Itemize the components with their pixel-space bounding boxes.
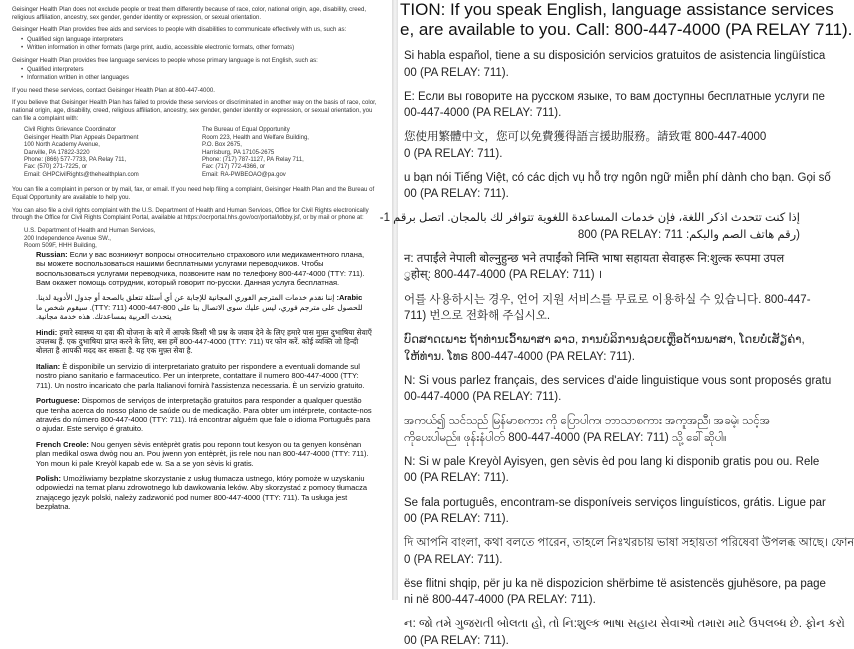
tagline-line: 711) 번으로 전화해 주십시오. — [404, 310, 551, 323]
language-tagline — [379, 210, 800, 243]
language-paragraph-french-creole — [36, 440, 372, 468]
attention-header — [398, 0, 853, 48]
list-item: • Written information in other formats (large print, audio, accessible electronic formats, other formats) — [21, 44, 380, 52]
tagline-line: 00 (PA RELAY: 711). — [404, 634, 509, 647]
hhs-complaint-paragraph: You can also file a civil rights complaint with the U.S. Department of Health and Human Services, Office for Civil Rights electronically through the Office for Civil Rights Complaint Portal, available at https://ocrportal.hhs.gov/ocr/portal/lobby.jsf, or by mail or phone at: — [12, 206, 369, 222]
tagline-line: Se fala português, encontram-se disponíveis serviços linguísticos, grátis. Ligue par — [404, 496, 826, 509]
tagline-line: 어를 사용하시는 경우, 언어 지원 서비스를 무료로 이용하실 수 있습니다. 800-447- — [404, 293, 811, 306]
hhs-address — [24, 227, 380, 250]
contact-line: Geisinger Health Plan Appeals Department — [24, 134, 139, 141]
complaint-filing-info — [12, 186, 380, 250]
file-complaint-paragraph: You can file a complaint in person or by mail, fax, or email. If you need help filing a complaint, Geisinger Health Plan and the Bureau of Equal Opportunity are available to help you. — [12, 186, 375, 201]
notice-intro: Geisinger Health Plan does not exclude people or treat them differently because of race, color, national origin, age, disability, creed, religious affiliation, ancestry, sex gender, gender identity or expression, or sexual orientation. — [12, 6, 367, 21]
contact-line: Phone: (866) 577-7733, PA Relay 711, — [24, 157, 127, 164]
tagline-list — [379, 48, 854, 649]
tagline-line: न: तपाईंले नेपाली बोल्नुहुन्छ भने तपाईंको निम्ति भाषा सहायता सेवाहरू नि:शुल्क रूपमा उपल — [404, 252, 785, 265]
aids-list — [21, 36, 380, 51]
language-paragraph-arabic — [36, 293, 372, 321]
language-name: Italian: — [36, 361, 61, 371]
contact-line: Fax: (717) 772-4366, or — [202, 164, 266, 171]
list-item: • Information written in other languages — [21, 74, 380, 82]
tagline-line: দি আপনি বাংলা, কথা বলতে পারেন, তাহলে নিঃখরচায় ভাষা সহায়তা পরিষেবা উপলব্ধ আছে। ফোন — [404, 537, 854, 550]
header-line: TION: If you speak English, language assistance services — [400, 0, 834, 19]
address-line: Room 509F, HHH Building, — [24, 242, 97, 250]
language-tagline — [398, 48, 826, 81]
tagline-line: 0 (PA RELAY: 711). — [404, 147, 503, 160]
language-text: Если у вас возникнут вопросы относительно страхового или медикаментного плана, вы можете воспользоваться нашими бесплатными услугами переводчиков. Чтобы воспользоваться услугами переводчика, позвоните нам по телефону 800-447-4000 (TTY: 711). Вам окажет помощь сотрудник, который говорит по-русски. Данная услуга бесплатная. — [36, 249, 365, 288]
tagline-line: Е: Если вы говорите на русском языке, то вам доступны бесплатные услуги пе — [404, 90, 825, 103]
language-tagline — [398, 454, 820, 487]
tagline-line: إذا كنت تتحدث اذكر اللغة، فإن خدمات المساعدة اللغوية تتوافر لك بالمجان. اتصل برقم 1- — [379, 212, 800, 225]
tagline-line: ໃຫ້ທ່ານ. ໂທຣ 800-447-4000 (PA RELAY: 711). — [404, 350, 635, 363]
language-tagline — [398, 576, 826, 609]
contact-line: The Bureau of Equal Opportunity — [202, 127, 290, 134]
language-tagline — [398, 170, 831, 203]
language-tagline — [398, 129, 800, 162]
language-taglines-page — [379, 0, 854, 647]
tagline-line: u bạn nói Tiếng Việt, có các dịch vụ hỗ trợ ngôn ngữ miễn phí dành cho bạn. Gọi số — [404, 171, 831, 184]
contact-line: P.O. Box 2675, — [202, 142, 242, 149]
contact-line: Phone: (717) 787-1127, PA Relay 711, — [202, 157, 304, 164]
grievance-coordinator-contact — [24, 127, 202, 179]
contact-email: Email: RA-PWBEOAO@pa.gov — [202, 171, 286, 178]
tagline-line: ni në 800-447-4000 (PA RELAY: 711). — [404, 594, 596, 607]
contact-email: Email: GHPCivilRights@thehealthplan.com — [24, 171, 139, 178]
list-item: • Qualified interpreters — [21, 66, 380, 74]
language-text: È disponibile un servizio di interpretariato gratuito per rispondere a eventuali domande sul nostro piano sanitario e farmaceutico. Per un interprete, contattare il numero 800-447-4000 (TTY: 711). Un nostro incaricato che parla Italianovi fornirà l'assistenza necessaria. È un servizio gratuito. — [36, 361, 365, 390]
language-text: Umożliwiamy bezpłatne skorzystanie z usług tłumacza ustnego, który pomoże w uzyskaniu odpowiedzi na temat planu zdrowotnego lub dawkowania leków. Aby skorzystać z pomocy tłumacza znającego język polski, należy zadzwonić pod numer 800-447-4000 (TTY: 711). Ta usługa jest bezpłatna. — [36, 473, 368, 512]
contact-line: 100 North Academy Avenue, — [24, 142, 100, 149]
language-name: French Creole: — [36, 439, 89, 449]
tagline-line: ન: જો તમે ગુજરાતી બોલતા હો, તો નિ:શુલ્ક ભાષા સહાય સેવાઓ તમારા માટે ઉપલબ્ધ છે. ફોન કરો — [404, 618, 845, 631]
tagline-line: ບົດສາດເພາະ ຖ້າທ່ານເວົ້າພາສາ ລາວ, ການບໍລິການຊ່ວຍເຫຼືອດ້ານພາສາ, ໂດຍບໍ່ເສັຽຄ່າ, — [404, 334, 805, 347]
language-tagline — [398, 413, 800, 446]
tagline-line: အကယ်၍ သင်သည် မြန်မာစကား ကို ပြောပါက၊ ဘာသာစကား အကူအညီ၊ အခမဲ့၊ သင့်အ — [404, 415, 771, 428]
language-paragraph-portuguese — [36, 396, 372, 434]
tagline-line: 00-447-4000 (PA RELAY: 711). — [404, 391, 562, 404]
nondiscrimination-notice-page — [0, 0, 392, 600]
contact-line: Harrisburg, PA 17105-2675 — [202, 149, 275, 156]
tagline-line: 0 (PA RELAY: 711). — [404, 553, 503, 566]
language-name: Russian: — [36, 249, 68, 259]
list-item: • Qualified sign language interpreters — [21, 36, 380, 44]
bureau-contact — [202, 127, 380, 179]
free-language-statement: Geisinger Health Plan provides free language services to people whose primary language is not English, such as: — [12, 56, 318, 64]
tagline-line: (رقم هاتف الصم والبكم: 711 :PA RELAY) 800 — [577, 228, 800, 241]
language-tagline — [398, 616, 845, 649]
tagline-line: 00 (PA RELAY: 711). — [404, 188, 509, 201]
address-line: U.S. Department of Health and Human Services, — [24, 227, 156, 235]
tagline-line: 00 (PA RELAY: 711). — [404, 66, 509, 79]
language-tagline — [398, 251, 800, 284]
contact-line: Danville, PA 17822-3220 — [24, 149, 90, 156]
language-name: Portuguese: — [36, 396, 80, 406]
contact-line: If you need these services, contact Geisinger Health Plan at 800-447-4000. — [12, 86, 215, 94]
language-services-list — [21, 66, 380, 81]
language-paragraph-russian — [36, 250, 372, 288]
tagline-line: N: Si vous parlez français, des services d'aide linguistique vous sont proposés gratu — [404, 374, 832, 387]
tagline-line: ëse flitni shqip, për ju ka në dispozicion shërbime të asistencës gjuhësore, pa page — [404, 577, 826, 590]
language-text: إننا نقدم خدمات المترجم الفوري المجانية للإجابة عن أي أسئلة تتعلق بالصحة أو جدول الأدوية لدينا. للحصول على مترجم فوري، ليس عليك سوى الاتصال بنا على 800-447-4000 (TTY: 711). سيقوم شخص ما يتحدث العربية بمساعدتك. هذه خدمة مجانية. — [36, 293, 363, 322]
tagline-line: Si habla español, tiene a su disposición servicios gratuitos de asistencia lingüística — [404, 50, 826, 62]
tagline-line: ुहोस्: 800-447-4000 (PA RELAY: 711) । — [404, 269, 603, 282]
contact-line: Fax: (570) 271-7225, or — [24, 164, 88, 171]
language-name: Polish: — [36, 473, 62, 483]
tagline-line: 您使用繁體中文，您可以免費獲得語言援助服務。請致電 800-447-4000 — [404, 131, 767, 144]
language-name: Hindi: — [36, 327, 58, 337]
nondiscrimination-notice — [12, 6, 380, 122]
language-tagline — [398, 535, 854, 568]
language-tagline — [398, 373, 832, 406]
tagline-line: 00 (PA RELAY: 711). — [404, 472, 509, 485]
tagline-line: 00 (PA RELAY: 711). — [404, 513, 509, 526]
grievance-intro: If you believe that Geisinger Health Plan has failed to provide these services or discriminated in another way on the basis of race, color, national origin, age, disability, creed, religious affiliation, ancestry, sex gender, gender identity or expression, or sexual orientation, you can file a complaint with: — [12, 99, 377, 122]
language-tagline — [398, 495, 826, 528]
language-tagline — [398, 89, 825, 122]
free-aids-statement: Geisinger Health Plan provides free aids and services to people with disabilities to communicate effectively with us, such as: — [12, 26, 347, 34]
language-tagline — [398, 292, 811, 325]
language-name: Arabic: — [336, 293, 363, 303]
address-line: 200 Independence Avenue SW., — [24, 234, 111, 242]
language-text: हमारे स्वास्थ्य या दवा की योजना के बारे में आपके किसी भी प्रश्न के जवाब देने के लिए हमारे पास मुफ़्त दुभाषिया सेवाएँ उपलब्ध हैं. एक दुभाषिया प्राप्त करने के लिए, बस हमें 800-447-4000 (TTY: 711) पर फोन करें. कोई व्यक्ति जो हिन्दी बोलता है आपकी मदद कर सकता है. यह एक मुफ़्त सेवा है. — [36, 327, 372, 356]
tagline-line: N: Si w pale Kreyòl Ayisyen, gen sèvis èd pou lang ki disponib gratis pou ou. Rele — [404, 455, 820, 468]
language-paragraph-hindi — [36, 328, 372, 356]
grievance-contacts — [24, 127, 380, 179]
header-line: e, are available to you. Call: 800-447-4000 (PA RELAY 711). — [400, 20, 853, 39]
contact-line: Room 223, Health and Welfare Building, — [202, 134, 309, 141]
tagline-line: 00-447-4000 (PA RELAY: 711). — [404, 107, 562, 120]
language-assistance-list — [36, 250, 372, 512]
language-paragraph-italian — [36, 362, 372, 390]
contact-line: Civil Rights Grievance Coordinator — [24, 127, 117, 134]
tagline-line: ကိုပေးပါမည်။ ဖုန်းနံပါတ် 800-447-4000 (PA RELAY: 711) သို့ ခေါ်ဆိုပါ။ — [404, 431, 727, 444]
language-paragraph-polish — [36, 474, 372, 512]
language-text: Dispomos de serviços de interpretação gratuitos para responder a qualquer questão que tenha acerca do nosso plano de saúde ou de medicação. Para obter um intérprete, contacte-nos através do número 800-447-4000 (TTY: 711). Irá encontrar alguém que fale o idioma Português para o ajudar. Este serviço é gratuito. — [36, 396, 372, 434]
language-text: Nou genyen sèvis entèprèt gratis pou reponn tout kesyon ou ta genyen konsènan plan medikal oswa dwòg nou an. Pou jwenn yon entèprèt, jis rele nou nan 800-447-4000 (TTY: 711). Yon moun ki pale Kreyòl kapab ede w. Sa a se yon sèvis ki gratis. — [36, 439, 369, 468]
language-tagline — [398, 332, 805, 365]
